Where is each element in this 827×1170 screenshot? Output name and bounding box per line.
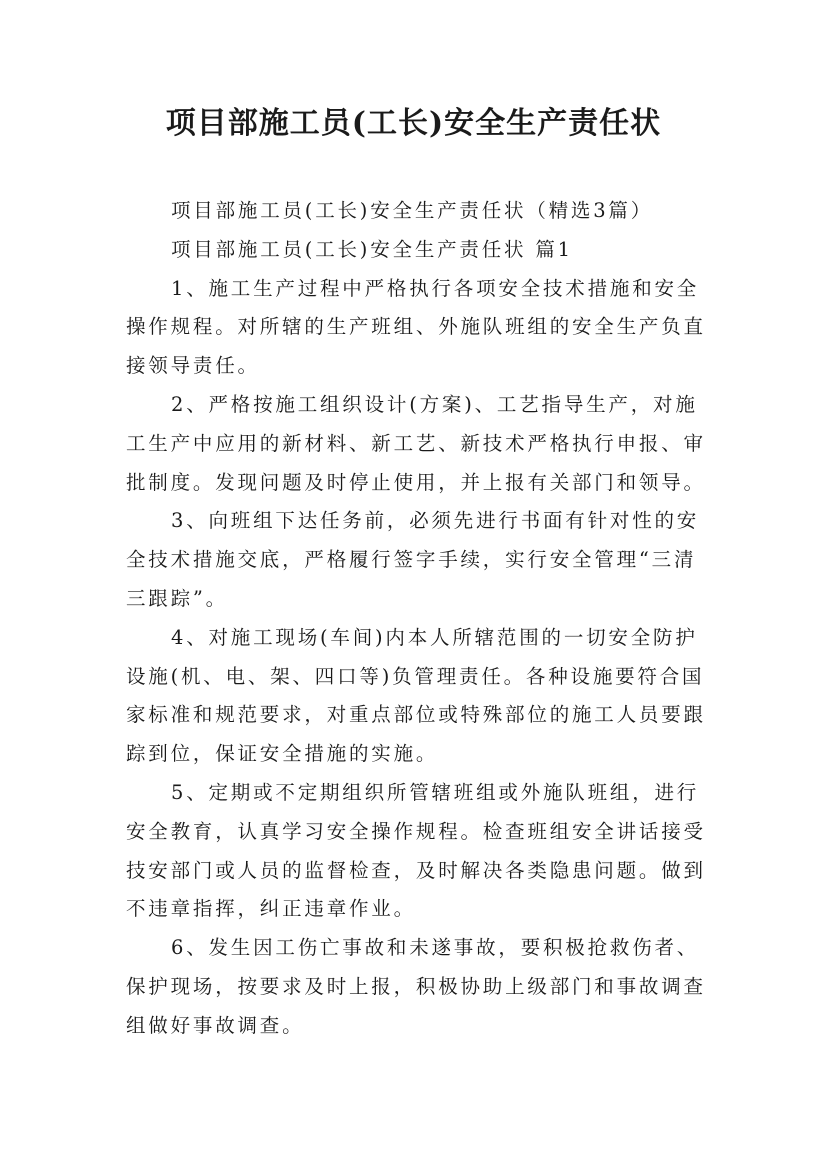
body-line: 4、对施工现场(车间)内本人所辖范围的一切安全防护 xyxy=(171,625,698,649)
body-line: 2、严格按施工组织设计(方案)、工艺指导生产，对施 xyxy=(171,392,698,416)
body-line: 1、施工生产过程中严格执行各项安全技术措施和安全 xyxy=(171,276,700,300)
body-line: 6、发生因工伤亡事故和未遂事故，要积极抢救伤者、 xyxy=(171,936,700,960)
body-line: 工生产中应用的新材料、新工艺、新技术严格执行申报、审 xyxy=(126,431,706,455)
body-line: 组做好事故调查。 xyxy=(126,1013,305,1037)
body-line: 踪到位，保证安全措施的实施。 xyxy=(126,742,439,766)
body-line: 三跟踪”。 xyxy=(126,586,228,610)
body-line: 家标准和规范要求，对重点部位或特殊部位的施工人员要跟 xyxy=(126,703,706,727)
body-line: 批制度。发现问题及时停止使用，并上报有关部门和领导。 xyxy=(126,470,706,494)
document-body xyxy=(126,192,706,1046)
body-line: 项目部施工员(工长)安全生产责任状（精选3篇） xyxy=(171,199,654,222)
body-line: 保护现场，按要求及时上报，积极协助上级部门和事故调查 xyxy=(126,974,706,998)
body-line: 技安部门或人员的监督检查，及时解决各类隐患问题。做到 xyxy=(126,858,706,882)
body-line: 接领导责任。 xyxy=(126,354,260,378)
document-title: 项目部施工员(工长)安全生产责任状 xyxy=(165,106,662,141)
body-line: 3、向班组下达任务前，必须先进行书面有针对性的安 xyxy=(171,509,700,533)
body-line: 操作规程。对所辖的生产班组、外施队班组的安全生产负直 xyxy=(126,315,706,339)
body-line: 全技术措施交底，严格履行签字手续，实行安全管理“三清 xyxy=(126,548,697,572)
body-line: 安全教育，认真学习安全操作规程。检查班组安全讲话接受 xyxy=(126,819,706,843)
body-line: 5、定期或不定期组织所管辖班组或外施队班组，进行 xyxy=(171,780,700,804)
body-line: 项目部施工员(工长)安全生产责任状 篇1 xyxy=(171,237,573,261)
body-line: 不违章指挥，纠正违章作业。 xyxy=(126,897,416,921)
body-line: 设施(机、电、架、四口等)负管理责任。各种设施要符合国 xyxy=(126,664,705,688)
